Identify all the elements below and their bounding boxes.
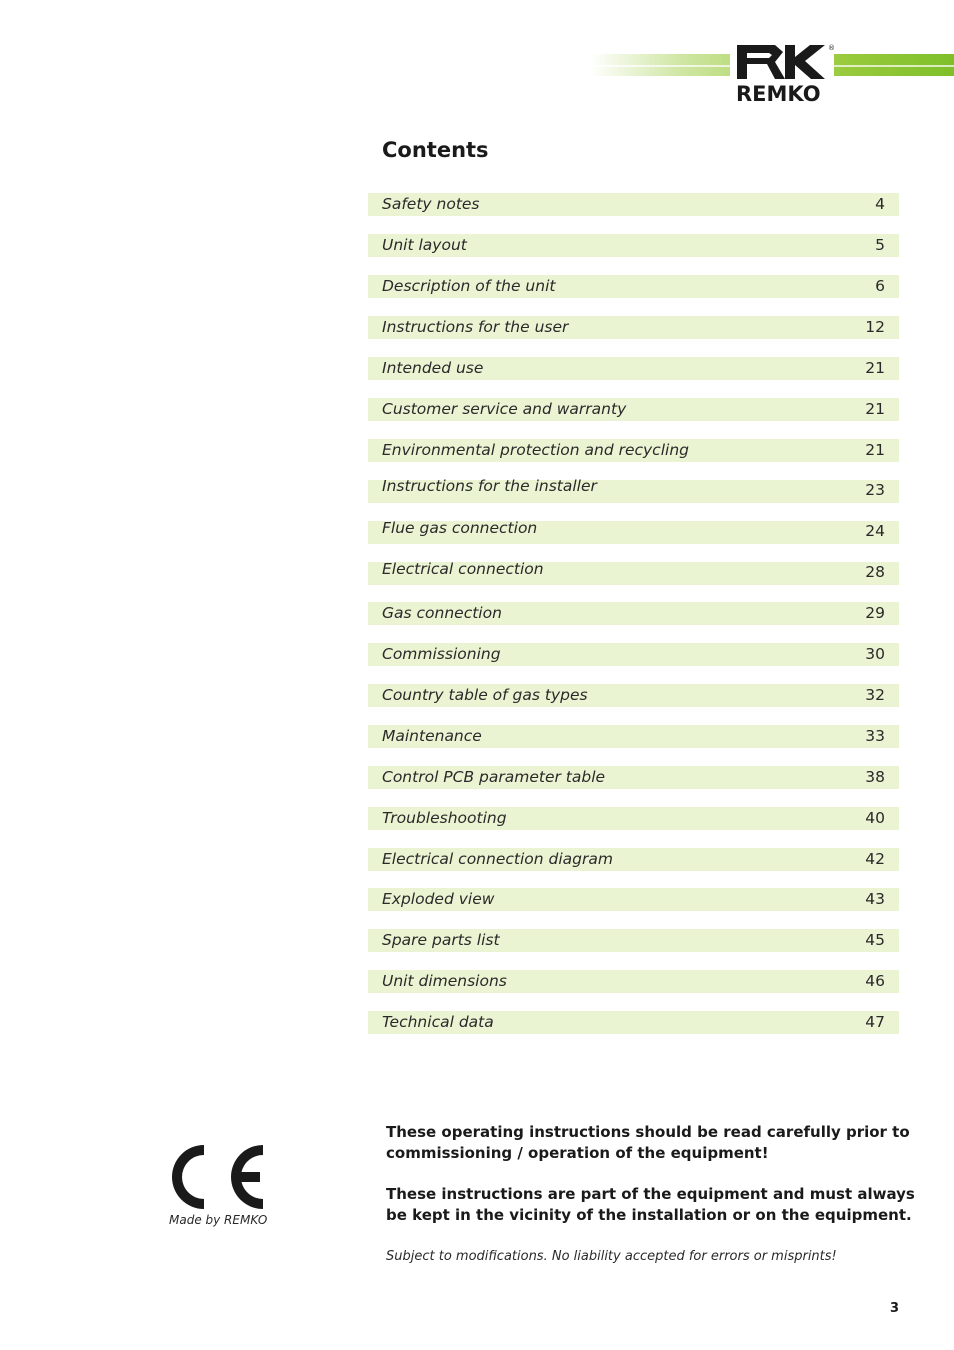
toc-row (368, 316, 899, 339)
toc-label: Description of the unit (382, 277, 556, 295)
logo-wordmark: REMKO (736, 82, 821, 106)
toc-page-number: 45 (865, 931, 885, 949)
toc-label: Exploded view (382, 890, 495, 908)
toc-label: Technical data (382, 1013, 494, 1031)
toc-row (368, 766, 899, 789)
toc-page-number: 29 (865, 604, 885, 622)
toc-page-number: 40 (865, 809, 885, 827)
toc-page-number: 21 (865, 400, 885, 418)
toc-label: Intended use (382, 359, 484, 377)
keep-instructions-notice: These instructions are part of the equipment and must always be kept in the vicinity of the installation or on the equipment. (386, 1185, 915, 1224)
toc-page-number: 46 (865, 972, 885, 990)
toc-label: Instructions for the installer (382, 477, 597, 495)
toc-row (368, 684, 899, 707)
toc-label: Electrical connection diagram (382, 850, 613, 868)
toc-page-number: 4 (875, 195, 885, 213)
toc-row (368, 929, 899, 952)
toc-page-number: 38 (865, 768, 885, 786)
disclaimer: Subject to modifications. No liability accepted for errors or misprints! (386, 1249, 837, 1264)
toc-page-number: 43 (865, 890, 885, 908)
table-of-contents (368, 0, 899, 1100)
toc-row (368, 562, 899, 585)
toc-label: Unit dimensions (382, 972, 507, 990)
toc-row (368, 439, 899, 462)
toc-label: Customer service and warranty (382, 400, 627, 418)
toc-page-number: 21 (865, 359, 885, 377)
page-number: 3 (890, 1301, 900, 1316)
toc-label: Commissioning (382, 645, 501, 663)
toc-label: Control PCB parameter table (382, 768, 606, 786)
ce-caption: Made by REMKO (169, 1213, 268, 1227)
toc-label: Gas connection (382, 604, 502, 622)
toc-page-number: 6 (875, 277, 885, 295)
toc-label: Electrical connection (382, 560, 544, 578)
toc-page-number: 33 (865, 727, 885, 745)
reading-notice: These operating instructions should be read carefully prior to commissioning / operation of the equipment! (386, 1123, 910, 1162)
registered-mark: ® (828, 44, 835, 52)
page-title: Contents (382, 138, 489, 162)
toc-page-number: 5 (875, 236, 885, 254)
toc-row (368, 398, 899, 421)
toc-row (368, 193, 899, 216)
toc-label: Safety notes (382, 195, 480, 213)
toc-row (368, 643, 899, 666)
toc-page-number: 21 (865, 441, 885, 459)
toc-page-number: 24 (865, 522, 885, 540)
toc-label: Unit layout (382, 236, 467, 254)
toc-row (368, 275, 899, 298)
toc-label: Flue gas connection (382, 519, 538, 537)
toc-row (368, 477, 899, 503)
ce-mark-icon (170, 1142, 266, 1212)
toc-label: Troubleshooting (382, 809, 507, 827)
toc-row (368, 1011, 899, 1034)
toc-page-number: 28 (865, 563, 885, 581)
toc-row (368, 807, 899, 830)
toc-page-number: 12 (865, 318, 885, 336)
toc-page-number: 32 (865, 686, 885, 704)
toc-row (368, 848, 899, 871)
toc-page-number: 23 (865, 481, 885, 499)
toc-row (368, 602, 899, 625)
toc-label: Maintenance (382, 727, 482, 745)
toc-row (368, 970, 899, 993)
toc-row (368, 888, 899, 911)
toc-row (368, 725, 899, 748)
toc-row (368, 357, 899, 380)
toc-page-number: 47 (865, 1013, 885, 1031)
toc-label: Environmental protection and recycling (382, 441, 689, 459)
toc-label: Country table of gas types (382, 686, 588, 704)
toc-row (368, 234, 899, 257)
toc-label: Instructions for the user (382, 318, 569, 336)
toc-page-number: 42 (865, 850, 885, 868)
toc-page-number: 30 (865, 645, 885, 663)
toc-row (368, 521, 899, 544)
toc-label: Spare parts list (382, 931, 500, 949)
